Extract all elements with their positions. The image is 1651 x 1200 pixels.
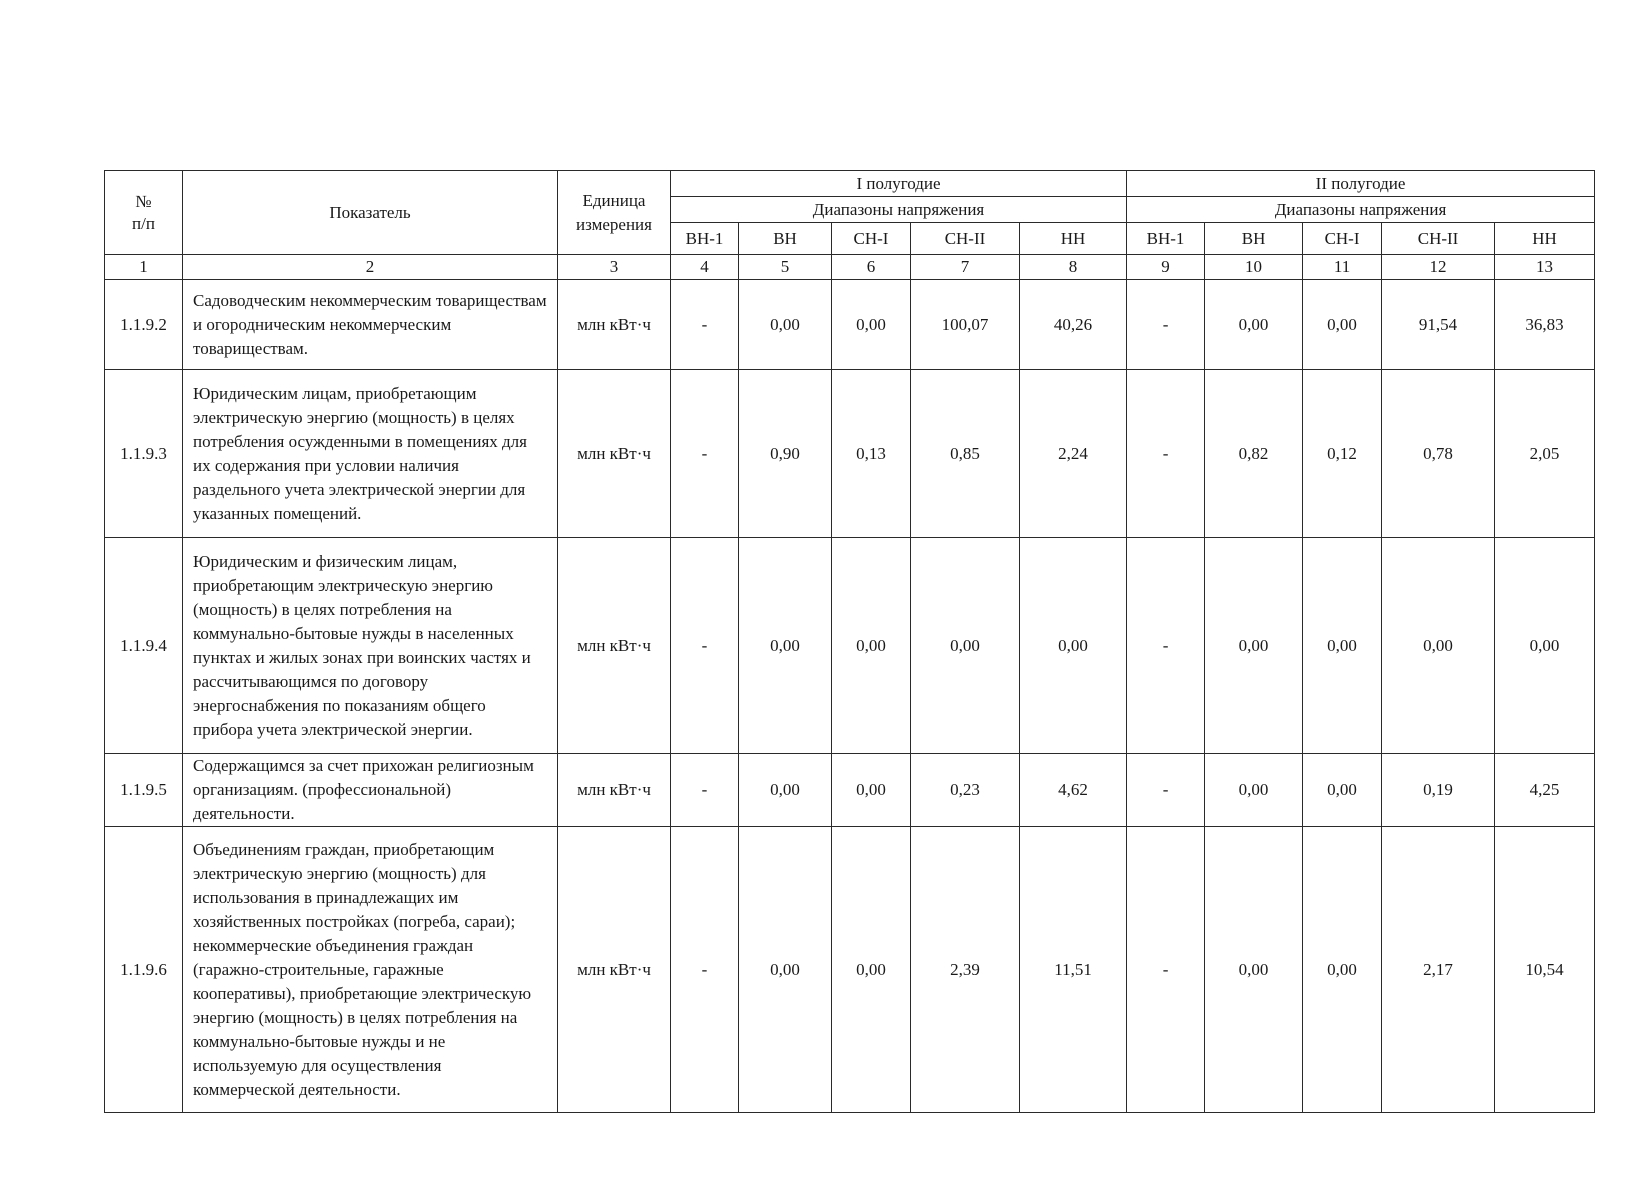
cell-value: 0,00 bbox=[1205, 827, 1303, 1113]
row-num: 1.1.9.4 bbox=[105, 538, 183, 754]
col-number: 2 bbox=[183, 255, 558, 280]
row-unit: млн кВт·ч bbox=[558, 538, 671, 754]
cell-value: 0,00 bbox=[832, 538, 911, 754]
header-ranges-2: Диапазоны напряжения bbox=[1127, 197, 1595, 223]
cell-value: 4,25 bbox=[1495, 754, 1595, 827]
col-number: 7 bbox=[911, 255, 1020, 280]
cell-value: 0,00 bbox=[911, 538, 1020, 754]
header-half-1: I полугодие bbox=[671, 171, 1127, 197]
header-sn2-h2: СН-II bbox=[1382, 223, 1495, 255]
col-number: 11 bbox=[1303, 255, 1382, 280]
cell-value: 0,00 bbox=[1495, 538, 1595, 754]
table-row bbox=[105, 538, 1595, 754]
cell-value: - bbox=[671, 280, 739, 370]
cell-value: 0,19 bbox=[1382, 754, 1495, 827]
cell-value: 4,62 bbox=[1020, 754, 1127, 827]
row-num: 1.1.9.2 bbox=[105, 280, 183, 370]
header-sn1-h2: СН-I bbox=[1303, 223, 1382, 255]
row-indicator: Содержащимся за счет прихожан религиозным организациям. (профессиональной) деятельности. bbox=[183, 754, 558, 827]
cell-value: - bbox=[1127, 538, 1205, 754]
table-row bbox=[105, 827, 1595, 1113]
cell-value: 100,07 bbox=[911, 280, 1020, 370]
cell-value: 0,00 bbox=[739, 280, 832, 370]
cell-value: 0,00 bbox=[739, 827, 832, 1113]
header-unit: Единица измерения bbox=[558, 171, 671, 255]
header-nn-h1: НН bbox=[1020, 223, 1127, 255]
cell-value: 0,00 bbox=[832, 754, 911, 827]
cell-value: 10,54 bbox=[1495, 827, 1595, 1113]
cell-value: 0,00 bbox=[1303, 538, 1382, 754]
cell-value: 0,00 bbox=[1205, 280, 1303, 370]
cell-value: 40,26 bbox=[1020, 280, 1127, 370]
row-indicator: Садоводческим некоммерческим товариществам и огородническим некоммерческим товариществам. bbox=[183, 280, 558, 370]
col-number: 6 bbox=[832, 255, 911, 280]
row-indicator: Юридическим лицам, приобретающим электрическую энергию (мощность) в целях потребления осужденными в помещениях для их содержания при условии наличия раздельного учета электрической энергии для указанных помещений. bbox=[183, 370, 558, 538]
header-ranges-1: Диапазоны напряжения bbox=[671, 197, 1127, 223]
cell-value: 2,05 bbox=[1495, 370, 1595, 538]
row-num: 1.1.9.6 bbox=[105, 827, 183, 1113]
header-indicator: Показатель bbox=[183, 171, 558, 255]
cell-value: 0,23 bbox=[911, 754, 1020, 827]
table-header bbox=[105, 171, 1595, 280]
cell-value: 11,51 bbox=[1020, 827, 1127, 1113]
cell-value: 0,00 bbox=[1303, 280, 1382, 370]
header-num-label: № п/п bbox=[132, 191, 155, 233]
col-number: 3 bbox=[558, 255, 671, 280]
cell-value: - bbox=[671, 370, 739, 538]
row-unit: млн кВт·ч bbox=[558, 370, 671, 538]
row-num: 1.1.9.5 bbox=[105, 754, 183, 827]
header-nn-h2: НН bbox=[1495, 223, 1595, 255]
cell-value: 2,17 bbox=[1382, 827, 1495, 1113]
header-sn2-h1: СН-II bbox=[911, 223, 1020, 255]
cell-value: 0,82 bbox=[1205, 370, 1303, 538]
cell-value: - bbox=[1127, 280, 1205, 370]
header-vn-h1: ВН bbox=[739, 223, 832, 255]
cell-value: 0,85 bbox=[911, 370, 1020, 538]
cell-value: 0,00 bbox=[1205, 538, 1303, 754]
cell-value: 0,00 bbox=[1303, 754, 1382, 827]
cell-value: 2,39 bbox=[911, 827, 1020, 1113]
cell-value: 0,00 bbox=[1205, 754, 1303, 827]
header-half-2: II полугодие bbox=[1127, 171, 1595, 197]
header-vn1-h1: ВН-1 bbox=[671, 223, 739, 255]
col-number: 10 bbox=[1205, 255, 1303, 280]
cell-value: 0,00 bbox=[739, 538, 832, 754]
cell-value: - bbox=[671, 754, 739, 827]
cell-value: 36,83 bbox=[1495, 280, 1595, 370]
cell-value: 0,00 bbox=[1020, 538, 1127, 754]
cell-value: - bbox=[1127, 827, 1205, 1113]
row-indicator: Объединениям граждан, приобретающим электрическую энергию (мощность) для использования в принадлежащих им хозяйственных постройках (погреба, сараи); некоммерческие объединения граждан (гаражно-строительные, гаражные кооперативы), приобретающие электрическую энергию (мощность) в целях потребления на коммунально-бытовые нужды и не используемую для осуществления коммерческой деятельности. bbox=[183, 827, 558, 1113]
row-indicator: Юридическим и физическим лицам, приобретающим электрическую энергию (мощность) в целях потребления на коммунально-бытовые нужды в населенных пунктах и жилых зонах при воинских частях и рассчитывающимся по договору энергоснабжения по показаниям общего прибора учета электрической энергии. bbox=[183, 538, 558, 754]
cell-value: 0,78 bbox=[1382, 370, 1495, 538]
cell-value: 0,00 bbox=[739, 754, 832, 827]
table-row bbox=[105, 370, 1595, 538]
col-number: 4 bbox=[671, 255, 739, 280]
cell-value: 0,00 bbox=[832, 280, 911, 370]
cell-value: 0,13 bbox=[832, 370, 911, 538]
column-number-row bbox=[105, 255, 1595, 280]
row-unit: млн кВт·ч bbox=[558, 280, 671, 370]
row-num: 1.1.9.3 bbox=[105, 370, 183, 538]
cell-value: - bbox=[1127, 754, 1205, 827]
tariff-volume-table bbox=[104, 170, 1595, 1113]
col-number: 1 bbox=[105, 255, 183, 280]
header-vn1-h2: ВН-1 bbox=[1127, 223, 1205, 255]
cell-value: 0,00 bbox=[1382, 538, 1495, 754]
cell-value: 91,54 bbox=[1382, 280, 1495, 370]
cell-value: 0,00 bbox=[832, 827, 911, 1113]
col-number: 8 bbox=[1020, 255, 1127, 280]
col-number: 5 bbox=[739, 255, 832, 280]
row-unit: млн кВт·ч bbox=[558, 827, 671, 1113]
table-body bbox=[105, 280, 1595, 1113]
col-number: 9 bbox=[1127, 255, 1205, 280]
row-unit: млн кВт·ч bbox=[558, 754, 671, 827]
header-vn-h2: ВН bbox=[1205, 223, 1303, 255]
cell-value: - bbox=[1127, 370, 1205, 538]
table-row bbox=[105, 280, 1595, 370]
cell-value: - bbox=[671, 538, 739, 754]
cell-value: 0,90 bbox=[739, 370, 832, 538]
header-sn1-h1: СН-I bbox=[832, 223, 911, 255]
table-row bbox=[105, 754, 1595, 827]
cell-value: 0,12 bbox=[1303, 370, 1382, 538]
cell-value: 2,24 bbox=[1020, 370, 1127, 538]
header-num bbox=[105, 171, 183, 255]
col-number: 13 bbox=[1495, 255, 1595, 280]
cell-value: - bbox=[671, 827, 739, 1113]
col-number: 12 bbox=[1382, 255, 1495, 280]
cell-value: 0,00 bbox=[1303, 827, 1382, 1113]
